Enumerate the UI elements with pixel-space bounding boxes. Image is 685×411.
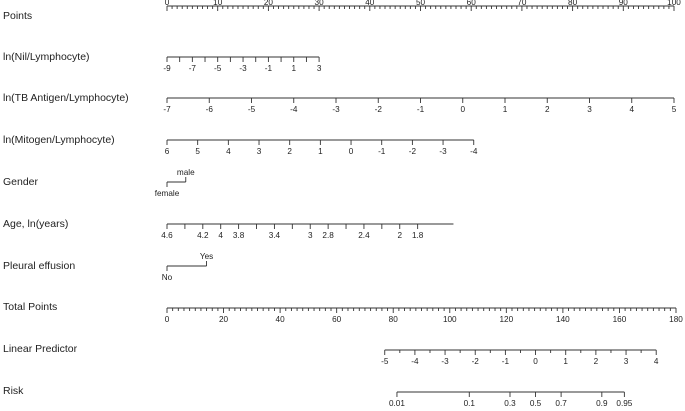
tick-label: -1 [416, 105, 425, 114]
tick-label: -4 [411, 357, 419, 366]
tick-label: 1 [502, 105, 508, 114]
tick-label: 70 [517, 0, 527, 7]
row-label: Linear Predictor [3, 343, 78, 355]
row-label: Age, ln(years) [3, 218, 69, 230]
tick-label: 3 [256, 147, 262, 156]
tick-label: 2.4 [358, 231, 370, 240]
tick-label: 5 [195, 147, 200, 156]
tick-label: Yes [199, 252, 214, 261]
tick-label: 180 [669, 315, 683, 324]
tick-label: 3 [307, 231, 313, 240]
tick-label: 40 [275, 315, 285, 324]
tick-label: 4 [653, 357, 659, 366]
row-label: Points [3, 10, 33, 22]
tick-label: 60 [466, 0, 476, 7]
tick-label: 50 [415, 0, 426, 7]
tick-label: 100 [442, 315, 457, 324]
row-label: Total Points [3, 301, 58, 313]
tick-label: -1 [378, 147, 386, 156]
tick-label: 4.6 [161, 231, 173, 240]
tick-label: 90 [618, 0, 628, 7]
tick-label: -3 [332, 105, 340, 114]
tick-label: 3.4 [268, 231, 281, 240]
tick-label: 3 [316, 64, 322, 73]
tick-label: No [161, 273, 173, 282]
tick-label: 0.01 [388, 399, 405, 408]
tick-label: 1 [291, 64, 297, 73]
tick-label: 0.3 [504, 399, 516, 408]
tick-label: 4 [218, 231, 223, 240]
tick-label: -2 [471, 357, 479, 366]
tick-label: 0 [164, 0, 170, 7]
tick-label: -5 [381, 357, 389, 366]
tick-label: -7 [188, 64, 196, 73]
tick-label: -3 [239, 64, 247, 73]
tick-label: -5 [214, 64, 222, 73]
tick-label: -5 [247, 105, 256, 114]
tick-label: 4.2 [197, 231, 209, 240]
tick-label: 0 [533, 357, 538, 366]
tick-label: 30 [314, 0, 324, 7]
tick-label: 40 [365, 0, 375, 7]
tick-label: 2.8 [322, 231, 334, 240]
tick-label: 120 [499, 315, 514, 324]
tick-label: 160 [612, 315, 627, 324]
tick-label: 0 [348, 147, 354, 156]
tick-label: 3 [587, 105, 592, 114]
tick-label: 2 [544, 105, 550, 114]
tick-label: -2 [408, 147, 417, 156]
tick-label: -7 [163, 105, 171, 114]
tick-label: 3.8 [232, 231, 245, 240]
tick-label: 20 [219, 315, 229, 324]
row-label: ln(Mitogen/Lymphocyte) [3, 134, 115, 146]
tick-label: 0.9 [596, 399, 608, 408]
tick-label: -3 [439, 147, 447, 156]
tick-label: -4 [290, 105, 298, 114]
tick-label: 140 [556, 315, 570, 324]
tick-label: 0 [460, 105, 466, 114]
tick-label: -3 [441, 357, 449, 366]
tick-label: -4 [470, 147, 478, 156]
tick-label: 80 [568, 0, 578, 7]
tick-label: 4 [629, 105, 635, 114]
tick-label: 60 [332, 315, 342, 324]
row-label: Risk [3, 385, 24, 397]
tick-label: 0.5 [529, 399, 542, 408]
tick-label: 2 [287, 147, 292, 156]
tick-label: -1 [264, 64, 273, 73]
tick-label: 100 [667, 0, 681, 7]
row-label: Gender [3, 176, 39, 188]
tick-label: 80 [388, 315, 398, 324]
tick-label: 3 [623, 357, 629, 366]
tick-label: 1 [563, 357, 568, 366]
tick-label: -6 [205, 105, 213, 114]
tick-label: 1.8 [411, 231, 424, 240]
row-label: ln(TB Antigen/Lymphocyte) [3, 92, 129, 104]
tick-label: -1 [501, 357, 510, 366]
tick-label: 1 [318, 147, 323, 156]
tick-label: 2 [397, 231, 403, 240]
tick-label: -9 [163, 64, 171, 73]
tick-label: 2 [593, 357, 599, 366]
tick-label: 10 [213, 0, 223, 7]
tick-label: 0.95 [616, 399, 633, 408]
tick-label: 0 [164, 315, 170, 324]
tick-label: 4 [226, 147, 231, 156]
row-label: ln(Nil/Lymphocyte) [3, 51, 90, 63]
tick-label: -2 [374, 105, 382, 114]
tick-label: female [154, 189, 180, 198]
row-label: Pleural effusion [3, 260, 76, 272]
tick-label: 0.7 [555, 399, 567, 408]
tick-label: male [176, 168, 195, 177]
tick-label: 5 [671, 105, 677, 114]
tick-label: 20 [263, 0, 273, 7]
tick-label: 0.1 [463, 399, 475, 408]
tick-label: 6 [164, 147, 170, 156]
